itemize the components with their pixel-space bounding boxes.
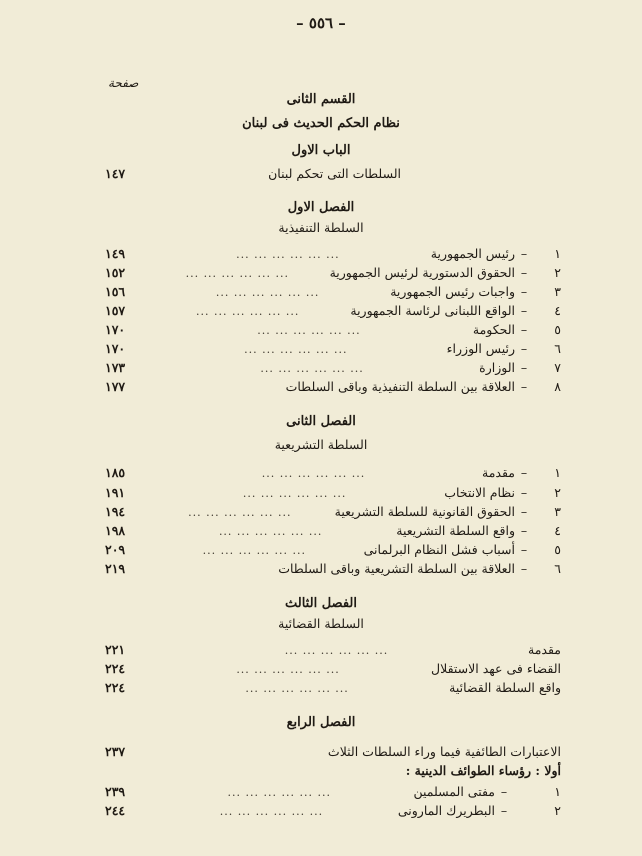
toc-entry-page: ١٥٦ — [105, 284, 126, 299]
leader-dots: ... ... ... ... ... ... — [257, 324, 361, 337]
toc-entry: ٤ – الواقع اللبنانى لرئاسة الجمهورية ... ... ... ... ... ... ١٥٧ — [105, 303, 561, 318]
section-subtitle: نظام الحكم الحديث فى لبنان — [242, 116, 400, 131]
leader-dots: ... ... ... ... ... ... — [260, 362, 364, 375]
toc-entry-title: السلطات التى تحكم لبنان — [268, 166, 401, 181]
toc-entry — [105, 744, 561, 764]
section-title: القسم الثانى — [286, 92, 356, 107]
toc-entry-page: ٢٠٩ — [105, 542, 126, 557]
toc-entry — [105, 661, 561, 681]
chapter-title: الفصل الثالث — [285, 596, 357, 611]
toc-entry-page: ١٧٠ — [105, 341, 126, 356]
toc-entry-title: مقدمة — [528, 642, 561, 657]
toc-entry: ٣ – واجبات رئيس الجمهورية ... ... ... ... ... ... ١٥٦ — [105, 284, 561, 299]
toc-subheading — [105, 763, 561, 783]
toc-entry-title: الحكومة — [472, 322, 515, 337]
leader-dots: ... ... ... ... ... ... — [215, 286, 320, 299]
toc-entry-number: ٨ — [554, 379, 561, 394]
leader-dots: ... ... ... ... ... ... — [236, 248, 340, 261]
leader-dots: ... ... ... ... ... ... — [284, 644, 389, 657]
chapter-title: الفصل الاول — [287, 200, 355, 215]
toc-entry-number: ٤ — [554, 523, 561, 538]
chapter-subtitle: السلطة القضائية — [278, 616, 364, 631]
toc-entry-title: نظام الانتخاب — [444, 485, 515, 500]
toc-entry: ٦ – رئيس الوزراء ... ... ... ... ... ... ١٧٠ — [105, 341, 561, 356]
chapter-title: الفصل الثانى — [286, 414, 356, 429]
toc-entry: ٦ – العلاقة بين السلطة التشريعية وباقى السلطات ٢١٩ — [105, 561, 561, 576]
toc-entry: ١ – مقدمة ... ... ... ... ... ... ١٨٥ — [105, 465, 561, 480]
page-column-label: صفحة — [108, 76, 139, 90]
toc-entry-title: العلاقة بين السلطة التنفيذية وباقى السلطات — [285, 379, 515, 394]
toc-entry — [105, 166, 561, 186]
toc-entry-number: ١ — [554, 465, 561, 480]
toc-entry-number: ٣ — [554, 284, 561, 299]
leader-dots: ... ... ... ... ... ... — [245, 682, 349, 695]
toc-entry-page: ٢٢١ — [105, 642, 126, 657]
toc-entry-number: ٢ — [554, 803, 561, 818]
toc-entry-number: ٥ — [554, 322, 561, 337]
toc-entry-page: ١٧٣ — [105, 360, 126, 375]
toc-entry-title: الحقوق القانونية للسلطة التشريعية — [334, 504, 515, 519]
toc-entry: ٣ – الحقوق القانونية للسلطة التشريعية ... ... ... ... ... ... ١٩٤ — [105, 504, 561, 519]
leader-dots: ... ... ... ... ... ... — [188, 506, 292, 519]
toc-entry-title: رئيس الوزراء — [446, 341, 515, 356]
toc-entry-number: ٥ — [554, 542, 561, 557]
toc-entry-number: ٦ — [554, 341, 561, 356]
toc-entry-title: الاعتبارات الطائفية فيما وراء السلطات الثلاث — [327, 744, 561, 759]
toc-entry-page: ٢٢٤ — [105, 661, 126, 676]
toc-entry-title: واجبات رئيس الجمهورية — [390, 284, 515, 299]
toc-entry-title: البطريرك المارونى — [397, 803, 495, 818]
toc-entry-title: القضاء فى عهد الاستقلال — [431, 661, 561, 676]
toc-entry: ٥ – الحكومة ... ... ... ... ... ... ١٧٠ — [105, 322, 561, 337]
toc-entry-number: ٤ — [554, 303, 561, 318]
toc-entry-number: ٧ — [554, 360, 561, 375]
toc-entry-page: ٢١٩ — [105, 561, 126, 576]
toc-entry-page: ١٧٧ — [105, 379, 126, 394]
toc-entry-page: ١٩١ — [105, 485, 126, 500]
part-title: الباب الاول — [291, 143, 351, 158]
toc-entry — [105, 680, 561, 700]
chapter-title: الفصل الرابع — [286, 715, 356, 730]
toc-entry: ١ – مفتى المسلمين ... ... ... ... ... ... ٢٣٩ — [105, 784, 561, 799]
toc-entry-page: ١٧٠ — [105, 322, 126, 337]
toc-entry-number: ٦ — [554, 561, 561, 576]
toc-subheading-title: أولا : رؤساء الطوائف الدينية : — [405, 763, 561, 778]
toc-entry-page: ٢٣٩ — [105, 784, 126, 799]
toc-entry: ٢ – الحقوق الدستورية لرئيس الجمهورية ... ... ... ... ... ... ١٥٢ — [105, 265, 561, 280]
toc-entry-page: ١٤٩ — [105, 246, 126, 261]
leader-dots: ... ... ... ... ... ... — [236, 663, 340, 676]
toc-entry: ٧ – الوزارة ... ... ... ... ... ... ١٧٣ — [105, 360, 561, 375]
toc-entry-title: أسباب فشل النظام البرلمانى — [363, 542, 515, 557]
toc-entry-page: ١٥٧ — [105, 303, 126, 318]
toc-entry-number: ٣ — [554, 504, 561, 519]
toc-entry: ٥ – أسباب فشل النظام البرلمانى ... ... ... ... ... ... ٢٠٩ — [105, 542, 561, 557]
leader-dots: ... ... ... ... ... ... — [195, 305, 300, 318]
toc-entry-page: ١٤٧ — [105, 166, 126, 181]
toc-entry-page: ٢٣٧ — [105, 744, 126, 759]
toc-entry-title: واقع السلطة القضائية — [449, 680, 561, 695]
leader-dots: ... ... ... ... ... ... — [227, 786, 331, 799]
toc-entry-page: ١٩٤ — [105, 504, 126, 519]
toc-entry-title: الواقع اللبنانى لرئاسة الجمهورية — [350, 303, 515, 318]
toc-entry: ٢ – البطريرك المارونى ... ... ... ... ... ... ٢٤٤ — [105, 803, 561, 818]
toc-entry-page: ١٩٨ — [105, 523, 126, 538]
page-number-header: – ٥٥٦ – — [296, 14, 346, 32]
leader-dots: ... ... ... ... ... ... — [261, 467, 366, 480]
toc-entry-page: ١٥٢ — [105, 265, 126, 280]
toc-entry-title: رئيس الجمهورية — [430, 246, 515, 261]
chapter-subtitle: السلطة التنفيذية — [278, 220, 364, 235]
toc-entry-page: ٢٤٤ — [105, 803, 126, 818]
toc-entry: ١ – رئيس الجمهورية ... ... ... ... ... ... ١٤٩ — [105, 246, 561, 261]
leader-dots: ... ... ... ... ... ... — [202, 544, 307, 557]
toc-entry-number: ٢ — [554, 485, 561, 500]
leader-dots: ... ... ... ... ... ... — [242, 487, 347, 500]
toc-entry-number: ١ — [554, 784, 561, 799]
toc-entry-title: مفتى المسلمين — [413, 784, 495, 799]
toc-entry-title: مقدمة — [482, 465, 515, 480]
toc-entry-title: الوزارة — [479, 360, 515, 375]
toc-entry: ٤ – واقع السلطة التشريعية ... ... ... ... ... ... ١٩٨ — [105, 523, 561, 538]
leader-dots: ... ... ... ... ... ... — [219, 805, 324, 818]
toc-entry-title: واقع السلطة التشريعية — [396, 523, 515, 538]
toc-entry: ٢ – نظام الانتخاب ... ... ... ... ... ... ١٩١ — [105, 485, 561, 500]
toc-entry-title: الحقوق الدستورية لرئيس الجمهورية — [329, 265, 515, 280]
leader-dots: ... ... ... ... ... ... — [218, 525, 323, 538]
toc-entry-page: ١٨٥ — [105, 465, 126, 480]
leader-dots: ... ... ... ... ... ... — [185, 267, 289, 280]
toc-entry-number: ٢ — [554, 265, 561, 280]
chapter-subtitle: السلطة التشريعية — [274, 437, 368, 452]
leader-dots: ... ... ... ... ... ... — [244, 343, 348, 356]
toc-entry — [105, 642, 561, 662]
toc-entry-number: ١ — [554, 246, 561, 261]
toc-entry-title: العلاقة بين السلطة التشريعية وباقى السلطات — [278, 561, 515, 576]
toc-entry: ٨ – العلاقة بين السلطة التنفيذية وباقى السلطات ١٧٧ — [105, 379, 561, 394]
toc-entry-page: ٢٢٤ — [105, 680, 126, 695]
